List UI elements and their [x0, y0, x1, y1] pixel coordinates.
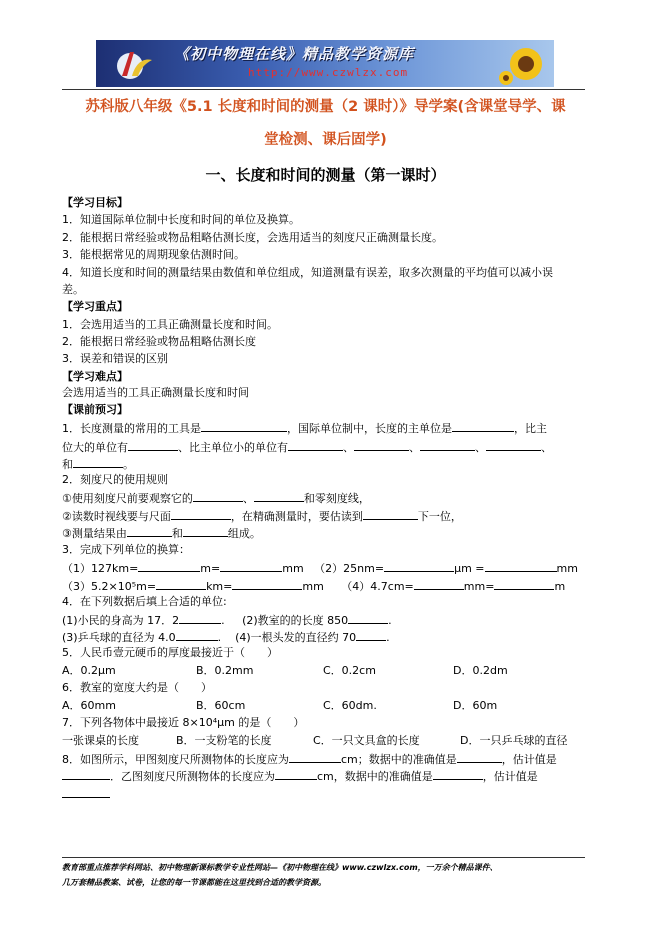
section-key: 【学习重点】 — [62, 300, 128, 313]
header-rule — [62, 89, 585, 90]
footer-line-1: 教育部重点推荐学科网站、初中物理新课标教学专业性网站—《初中物理在线》www.czwlzx.com，一万余个精品课件、 — [62, 863, 498, 872]
site-banner — [96, 40, 554, 87]
question-8-line1: 8．如图所示，甲图刻度尺所测物体的长度应为 cm；数据中的准确值是 ，估计值是 — [62, 753, 557, 766]
key-2: 2．能根据日常经验或物品粗略估测长度 — [62, 335, 256, 348]
question-1-line2: 位大的单位有 、比主单位小的单位有 、 、 、 、 — [62, 441, 552, 454]
section-difficulty: 【学习难点】 — [62, 370, 128, 383]
question-7: 7．下列各物体中最接近 8×10⁴μm 的是（ ） — [62, 716, 305, 729]
section-goals: 【学习目标】 — [62, 196, 128, 209]
question-8-line3 — [62, 786, 110, 802]
q7-option-c[interactable]: C．一只文具盒的长度 — [313, 734, 420, 747]
banner-url[interactable]: http://www.czwlzx.com — [248, 66, 409, 79]
goal-1: 1．知道国际单位制中长度和时间的单位及换算。 — [62, 213, 300, 226]
question-8-line2: ．乙图刻度尺所测物体的长度应为 cm，数据中的准确值是 ，估计值是 — [62, 768, 538, 784]
question-2-rule-3: ③测量结果由 和 组成。 — [62, 527, 261, 540]
key-1: 1．会选用适当的工具正确测量长度和时间。 — [62, 318, 278, 331]
q5-option-c[interactable]: C．0.2cm — [323, 664, 376, 677]
q5-option-b[interactable]: B．0.2mm — [196, 664, 254, 677]
q6-option-d[interactable]: D．60m — [453, 699, 498, 712]
question-3-row-1: （1）127km= m= mm （2）25nm= μm = mm — [62, 562, 578, 575]
question-4: 4．在下列数据后填上合适的单位: — [62, 595, 227, 608]
doc-subtitle: 一、长度和时间的测量（第一课时） — [205, 166, 446, 184]
q5-option-d[interactable]: D．0.2dm — [453, 664, 508, 677]
q6-option-c[interactable]: C．60dm. — [323, 699, 377, 712]
footer-line-2: 几万套精品教案、试卷，让您的每一节课都能在这里找到合适的教学资源。 — [62, 878, 326, 887]
q6-option-b[interactable]: B．60cm — [196, 699, 246, 712]
doc-title: 苏科版八年级《5.1 长度和时间的测量（2 课时）》导学案(含课堂导学、课 堂检测、课后固学) — [85, 99, 566, 148]
question-1-line3: 和 。 — [62, 458, 134, 471]
q7-option-d[interactable]: D．一只乒乓球的直径 — [460, 734, 568, 747]
q6-option-a[interactable]: A．60mm — [62, 699, 116, 712]
sunflower-icon — [496, 44, 548, 86]
q7-option-b[interactable]: B．一支粉笔的长度 — [176, 734, 272, 747]
question-1-line1: 1．长度测量的常用的工具是 ，国际单位制中，长度的主单位是 ，比主 — [62, 422, 547, 435]
banner-title: 《初中物理在线》精品教学资源库 — [174, 45, 415, 63]
goal-4-cont: 差。 — [62, 283, 84, 296]
footer-rule — [62, 857, 585, 858]
key-3: 3．误差和错误的区别 — [62, 352, 168, 365]
logo-icon — [114, 48, 156, 80]
question-4-row-2: (3)乒乓球的直径为 4.0 . (4)一根头发的直径约 70 . — [62, 631, 390, 644]
question-2-rule-1: ①使用刻度尺前要观察它的 、 和零刻度线， — [62, 492, 370, 505]
goal-4: 4．知道长度和时间的测量结果由数值和单位组成，知道测量有误差，取多次测量的平均值可以减小误 — [62, 266, 553, 279]
question-6: 6．教室的宽度大约是（ ） — [62, 681, 212, 694]
section-preview: 【课前预习】 — [62, 403, 128, 416]
question-2-rule-2: ②读数时视线要与尺面 ，在精确测量时，要估读到 下一位， — [62, 510, 462, 523]
difficulty-1: 会选用适当的工具正确测量长度和时间 — [62, 386, 249, 399]
question-5: 5．人民币壹元硬币的厚度最接近于（ ） — [62, 646, 278, 659]
question-3-row-2: （3）5.2×10⁵m= km= mm （4）4.7cm= mm= m — [62, 580, 566, 593]
q7-option-a[interactable]: 一张课桌的长度 — [62, 734, 139, 747]
question-3: 3．完成下列单位的换算： — [62, 543, 190, 556]
q5-option-a[interactable]: A．0.2μm — [62, 664, 116, 677]
question-2: 2．刻度尺的使用规则 — [62, 473, 168, 486]
question-4-row-1: (1)小民的身高为 17．2 . (2)教室的的长度 850 . — [62, 614, 392, 627]
goal-3: 3．能根据常见的周期现象估测时间。 — [62, 248, 245, 261]
goal-2: 2．能根据日常经验或物品粗略估测长度，会选用适当的刻度尺正确测量长度。 — [62, 231, 443, 244]
